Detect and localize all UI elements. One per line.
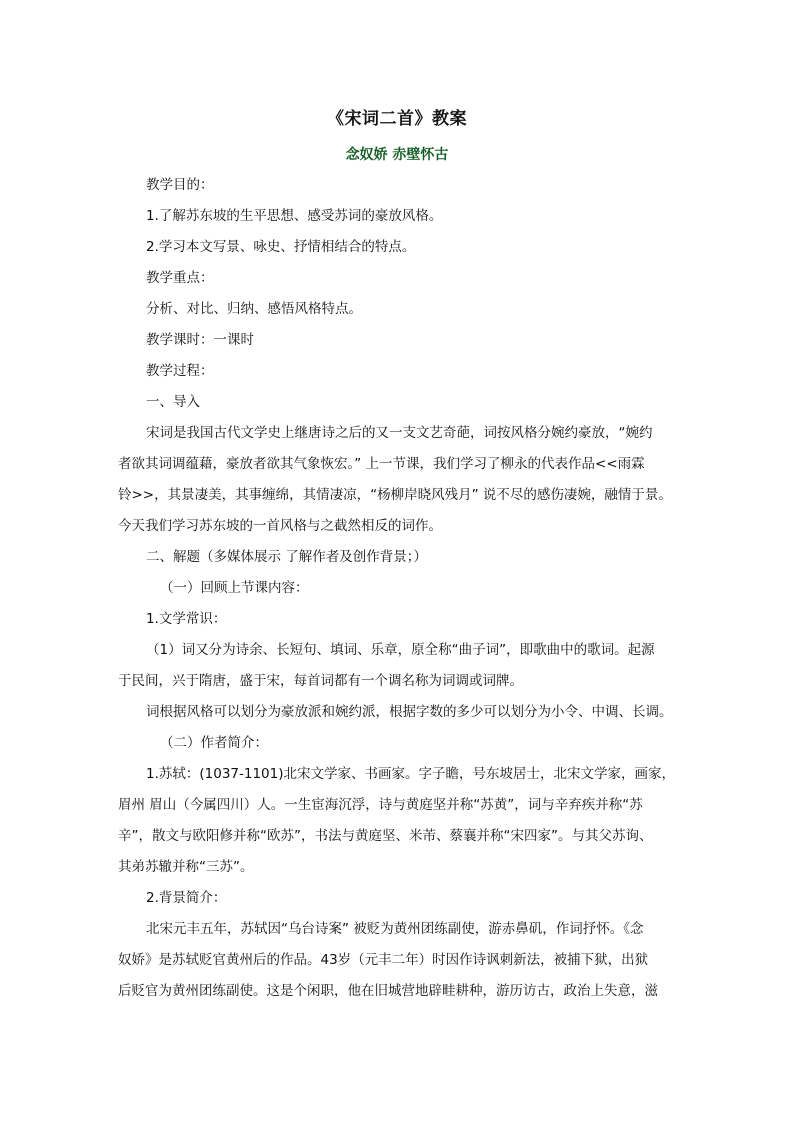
paragraph-line: 奴娇》是苏轼贬官黄州后的作品。43岁（元丰二年）时因作诗讽刺新法，被捕下狱，出狱 <box>118 952 649 968</box>
paragraph-line: 北宋元丰五年，苏轼因“乌台诗案” 被贬为黄州团练副使，游赤鼻矶，作词抒怀。《念 <box>146 921 644 937</box>
paragraph-line: 今天我们学习苏东坡的一首风格与之截然相反的词作。 <box>118 518 442 534</box>
document-title: 《宋词二首》教案 <box>327 109 467 129</box>
paragraph-line: 者欲其词调蕴藉，豪放者欲其气象恢宏。” 上一节课，我们学习了柳永的代表作品<<雨霖 <box>118 456 645 472</box>
process-step-intro: 一、导入 <box>146 394 200 410</box>
section-heading-process: 教学过程： <box>146 363 214 379</box>
background-heading: 2.背景简介： <box>146 890 227 906</box>
literary-knowledge-heading: 1.文学常识： <box>146 611 227 627</box>
paragraph-line: 宋词是我国古代文学史上继唐诗之后的又一支文艺奇葩，词按风格分婉约豪放，“婉约 <box>146 425 653 441</box>
key-points-text: 分析、对比、归纳、感悟风格特点。 <box>146 301 362 317</box>
paragraph-line: 眉州 眉山（今属四川）人。一生宦海沉浮，诗与黄庭坚并称“苏黄”，词与辛弃疾并称“苏 <box>118 797 643 813</box>
objective-item-1: 1.了解苏东坡的生平思想、感受苏词的豪放风格。 <box>146 208 443 224</box>
subsection-heading-author: （二）作者简介： <box>160 735 268 751</box>
paragraph-line: 铃>>，其景凄美，其事缠绵，其情凄凉，“杨柳岸晓风残月” 说不尽的感伤凄婉，融情于景。 <box>118 487 672 503</box>
process-step-title: 二、解题（多媒体展示 了解作者及创作背景；） <box>146 549 428 565</box>
paragraph-line: 1.苏轼：(1037-1101)北宋文学家、书画家。字子瞻，号东坡居士，北宋文学家，画家， <box>146 766 675 782</box>
document-subtitle: 念奴娇 赤壁怀古 <box>345 147 449 163</box>
subsection-heading-review: （一）回顾上节课内容： <box>160 580 309 596</box>
paragraph-line: 后贬官为黄州团练副使。这是个闲职，他在旧城营地辟畦耕种，游历访古，政治上失意，滋 <box>118 983 658 999</box>
document-body <box>118 170 686 1007</box>
section-heading-key-points: 教学重点： <box>146 270 214 286</box>
class-hours-text: 教学课时：一课时 <box>146 332 254 348</box>
objective-item-2: 2.学习本文写景、咏史、抒情相结合的特点。 <box>146 239 416 255</box>
paragraph-line: 辛”，散文与欧阳修并称“欧苏”，书法与黄庭坚、米芾、蔡襄并称“宋四家”。与其父苏询、 <box>118 828 653 844</box>
paragraph-line: 其弟苏辙并称“三苏”。 <box>118 859 254 875</box>
paragraph-line: （1）词又分为诗余、长短句、填词、乐章，原全称“曲子词”，即歌曲中的歌词。起源 <box>146 642 655 658</box>
paragraph-line: 于民间，兴于隋唐，盛于宋，每首词都有一个调名称为词调或词牌。 <box>118 673 523 689</box>
paragraph-line: 词根据风格可以划分为豪放派和婉约派，根据字数的多少可以划分为小令、中调、长调。 <box>146 704 673 720</box>
section-heading-objectives: 教学目的： <box>146 177 214 193</box>
